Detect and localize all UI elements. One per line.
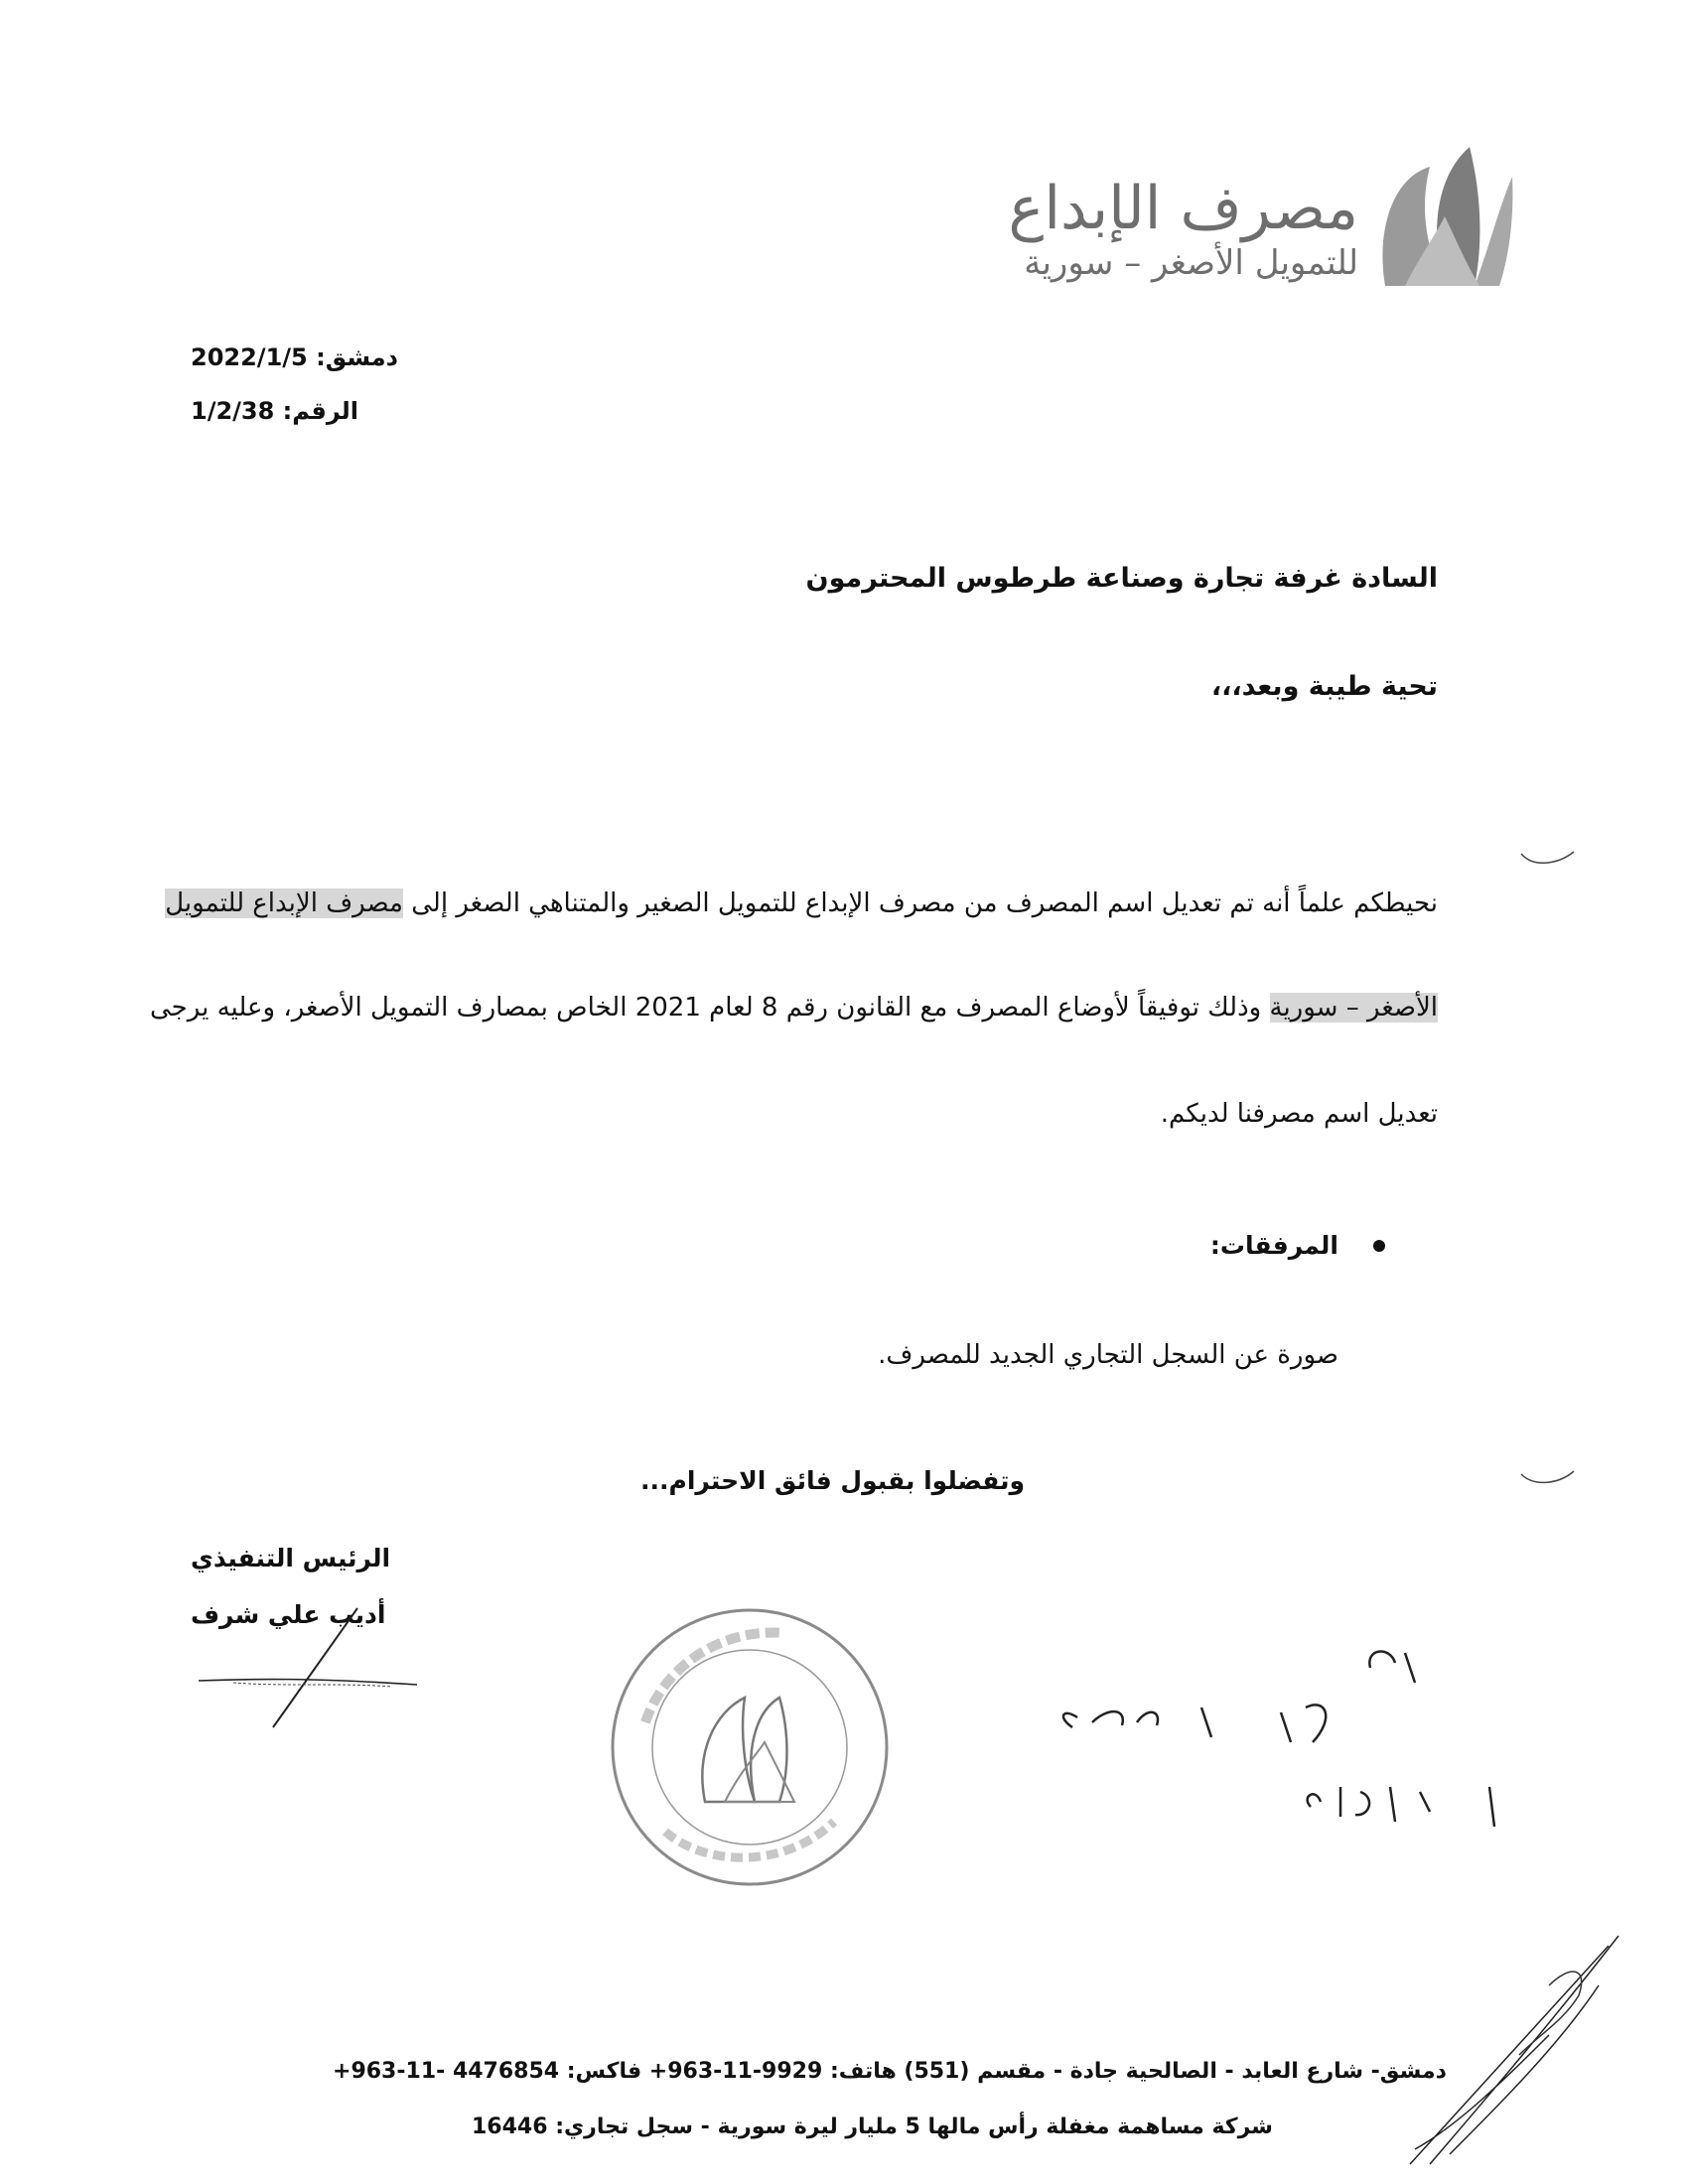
bank-subtitle: للتمويل الأصغر – سورية	[1024, 243, 1358, 283]
highlighted-bank-name-part-1: مصرف الإبداع للتمويل	[165, 888, 403, 918]
footer-company-line: شركة مساهمة مغفلة رأس مالها 5 مليار ليرة سورية - سجل تجاري: 16446	[472, 2115, 1273, 2139]
body-line-2-text: وذلك توفيقاً لأوضاع المصرف مع القانون رقم 8 لعام 2021 الخاص بمصارف التمويل الأصغر، وعليه يرجى	[150, 993, 1270, 1023]
handwritten-registration-note	[1053, 1638, 1519, 1846]
body-line-3: تعديل اسم مصرفنا لديكم.	[1160, 1099, 1438, 1129]
attachments-title: المرفقات:	[1209, 1231, 1338, 1260]
bank-logo-icon	[1375, 137, 1514, 296]
margin-marks	[1519, 814, 1579, 1509]
highlighted-bank-name-part-2: الأصغر – سورية	[1269, 993, 1438, 1023]
addressee: السادة غرفة تجارة وصناعة طرطوس المحترمون	[805, 563, 1438, 594]
footer-address-line: دمشق- شارع العابد - الصالحية جادة - مقسم (551) هاتف: 9929-11-963+ فاكس: 4476854 -11-963+	[333, 2059, 1447, 2084]
greeting: تحية طيبة وبعد،،،	[1210, 671, 1438, 702]
body-line-1	[165, 888, 1438, 918]
body-line-1-text: نحيطكم علماً أنه تم تعديل اسم المصرف من مصرف الإبداع للتمويل الصغير والمتناهي الصغر إلى	[402, 888, 1438, 918]
closing-line: وتفضلوا بقبول فائق الاحترام...	[640, 1466, 1026, 1495]
attachment-item: صورة عن السجل التجاري الجديد للمصرف.	[878, 1340, 1338, 1370]
reference-number: الرقم: 1/2/38	[191, 397, 358, 425]
date-line: دمشق: 2022/1/5	[191, 343, 398, 371]
bullet-icon	[1373, 1240, 1385, 1252]
signatory-name: أديب علي شرف	[191, 1600, 386, 1629]
bank-name: مصرف الإبداع	[1008, 174, 1358, 243]
body-line-2	[150, 993, 1438, 1023]
signature-scribble	[194, 1603, 422, 1732]
handwritten-scribble	[1400, 1926, 1628, 2174]
signatory-title: الرئيس التنفيذي	[191, 1544, 391, 1572]
official-stamp	[606, 1603, 894, 1891]
